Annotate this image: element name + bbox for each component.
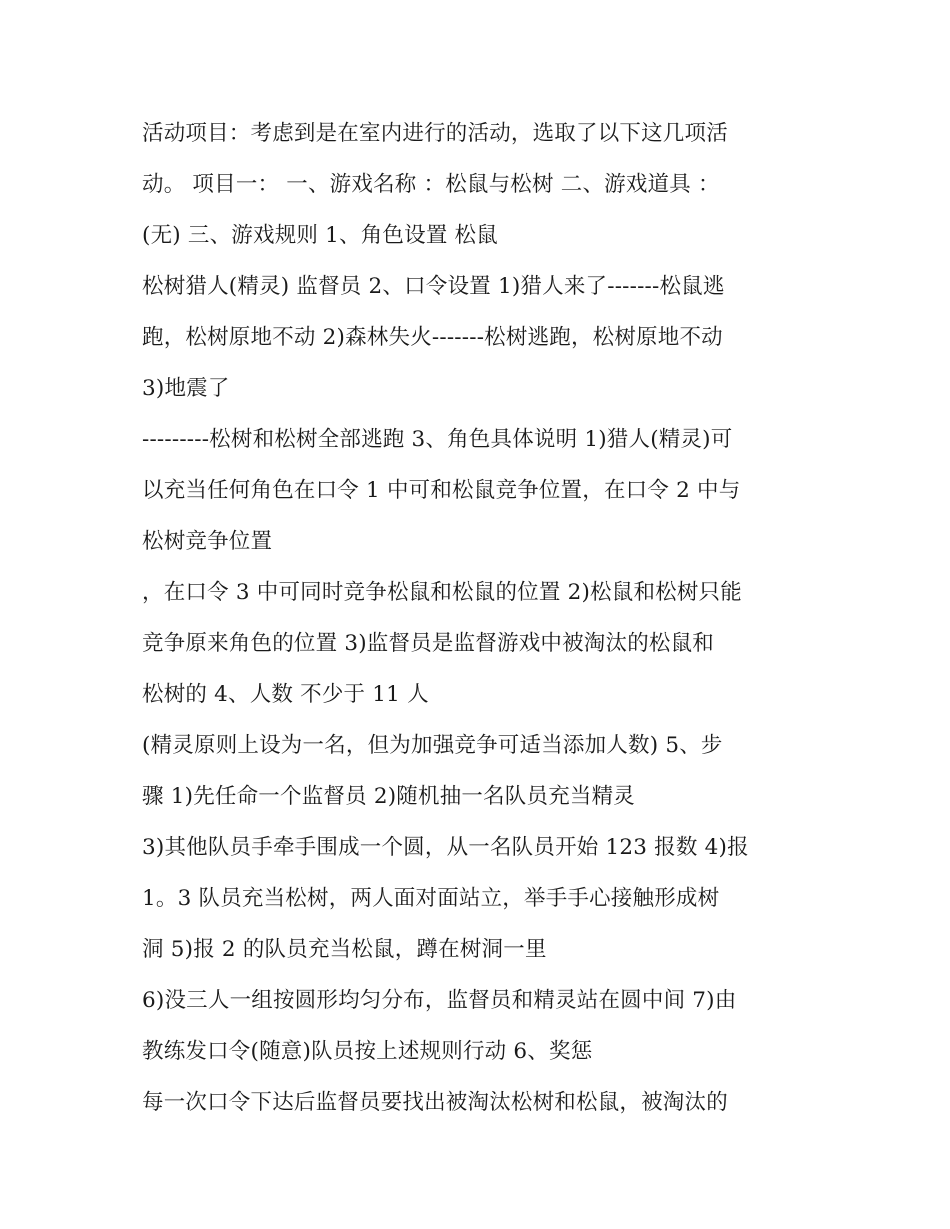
text-line: 1。3 队员充当松树，两人面对面站立，举手手心接触形成树 bbox=[142, 886, 720, 911]
text-line: ，在口令 3 中可同时竞争松鼠和松鼠的位置 2)松鼠和松树只能 bbox=[142, 580, 742, 605]
text-line: ---------松树和松树全部逃跑 3、角色具体说明 1)猎人(精灵)可 bbox=[142, 427, 733, 452]
document-body bbox=[142, 108, 822, 1128]
text-line: 松树猎人(精灵) 监督员 2、口令设置 1)猎人来了-------松鼠逃 bbox=[142, 274, 725, 299]
text-line: 每一次口令下达后监督员要找出被淘汰松树和松鼠，被淘汰的 bbox=[142, 1090, 728, 1115]
text-line: 活动项目：考虑到是在室内进行的活动，选取了以下这几项活 bbox=[142, 121, 728, 146]
text-line: (无) 三、游戏规则 1、角色设置 松鼠 bbox=[142, 223, 498, 248]
text-line: (精灵原则上设为一名，但为加强竞争可适当添加人数) 5、步 bbox=[142, 733, 723, 758]
text-line: 松树竞争位置 bbox=[142, 529, 273, 554]
text-line: 洞 5)报 2 的队员充当松鼠，蹲在树洞一里 bbox=[142, 937, 547, 962]
text-line: 松树的 4、人数 不少于 11 人 bbox=[142, 682, 429, 707]
text-line: 以充当任何角色在口令 1 中可和松鼠竞争位置，在口令 2 中与 bbox=[142, 478, 741, 503]
text-line: 6)没三人一组按圆形均匀分布，监督员和精灵站在圆中间 7)由 bbox=[142, 988, 737, 1013]
text-line: 竞争原来角色的位置 3)监督员是监督游戏中被淘汰的松鼠和 bbox=[142, 631, 715, 656]
text-line: 3)其他队员手牵手围成一个圆，从一名队员开始 123 报数 4)报 bbox=[142, 835, 749, 860]
text-line: 跑，松树原地不动 2)森林失火-------松树逃跑，松树原地不动 bbox=[142, 325, 723, 350]
text-line: 骤 1)先任命一个监督员 2)随机抽一名队员充当精灵 bbox=[142, 784, 636, 809]
text-line: 教练发口令(随意)队员按上述规则行动 6、奖惩 bbox=[142, 1039, 593, 1064]
text-line: 动。 项目一： 一、游戏名称 ：松鼠与松树 二、游戏道具 ： bbox=[142, 172, 720, 197]
text-line: 3)地震了 bbox=[142, 376, 230, 401]
